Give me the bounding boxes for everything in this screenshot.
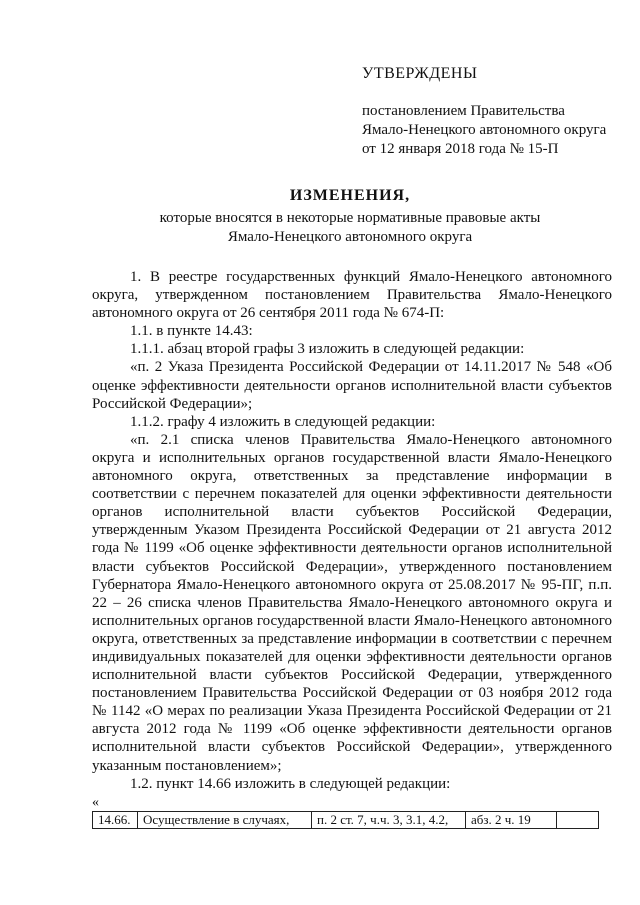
paragraph: «п. 2 Указа Президента Российской Федерации от 14.11.2017 № 548 «Об оценке эффективности деятельности органов исполнительной власти субъектов Российской Федерации»; — [92, 359, 612, 412]
paragraph: 1. В реестре государственных функций Ямало-Ненецкого автономного округа, утвержденном постановлением Правительства Ямало-Ненецкого автономного округа от 26 сентября 2011 года № 674-П: — [92, 269, 612, 322]
table-cell — [557, 812, 598, 828]
document-heading — [90, 186, 610, 247]
paragraph: 1.1.2. графу 4 изложить в следующей редакции: — [130, 413, 436, 430]
table-cell: 14.66. — [93, 812, 138, 828]
table-cell: абз. 2 ч. 19 — [466, 812, 557, 828]
document-subtitle-line: которые вносятся в некоторые нормативные правовые акты — [159, 210, 541, 226]
table-cell: Осуществление в случаях, — [138, 812, 312, 828]
document-body — [92, 268, 612, 793]
table-row — [92, 811, 599, 829]
approval-line: от 12 января 2018 года № 15-П — [362, 141, 559, 157]
quote-open-mark: « — [92, 795, 99, 810]
approval-stamp: УТВЕРЖДЕНЫ — [362, 65, 478, 82]
approval-line: постановлением Правительства — [362, 103, 565, 119]
approval-block — [362, 64, 632, 159]
paragraph: 1.2. пункт 14.66 изложить в следующей редакции: — [130, 775, 451, 792]
document-title: ИЗМЕНЕНИЯ, — [289, 187, 411, 204]
paragraph: 1.1. в пункте 14.43: — [130, 323, 253, 340]
document-subtitle-line: Ямало-Ненецкого автономного округа — [227, 229, 473, 245]
table-cell: п. 2 ст. 7, ч.ч. 3, 3.1, 4.2, — [312, 812, 466, 828]
paragraph: «п. 2.1 списка членов Правительства Ямало-Ненецкого автономного округа и исполнительных органов государственной власти Ямало-Ненецкого автономного округа, ответственных за представление информации в соответствии с перечнем показателей для оценки эффективности деятельности органов исполнительной власти субъектов Российской Федерации, утвержденным Указом Президента Российской Федерации от 21 августа 2012 года № 1199 «Об оценке эффективности деятельности органов исполнительной власти субъектов Российской Федерации», утвержденного постановлением Губернатора Ямало-Ненецкого автономного округа от 25.08.2017 № 95-ПГ, п.п. 22 – 26 списка членов Правительства Ямало-Ненецкого автономного округа и исполнительных органов государственной власти Ямало-Ненецкого автономного округа, ответственных за представление информации в соответствии с перечнем индивидуальных показателей для оценки эффективности деятельности органов исполнительной власти субъектов Российской Федерации, утвержденного постановлением Правительства Российской Федерации от 03 ноября 2012 года № 1142 «О мерах по реализации Указа Президента Российской Федерации от 21 августа 2012 года № 1199 «Об оценке эффективности деятельности органов исполнительной власти субъектов Российской Федерации», утвержденного указанным постановлением»; — [92, 431, 612, 774]
approval-line: Ямало-Ненецкого автономного округа — [362, 122, 607, 138]
paragraph: 1.1.1. абзац второй графы 3 изложить в следующей редакции: — [130, 341, 525, 358]
